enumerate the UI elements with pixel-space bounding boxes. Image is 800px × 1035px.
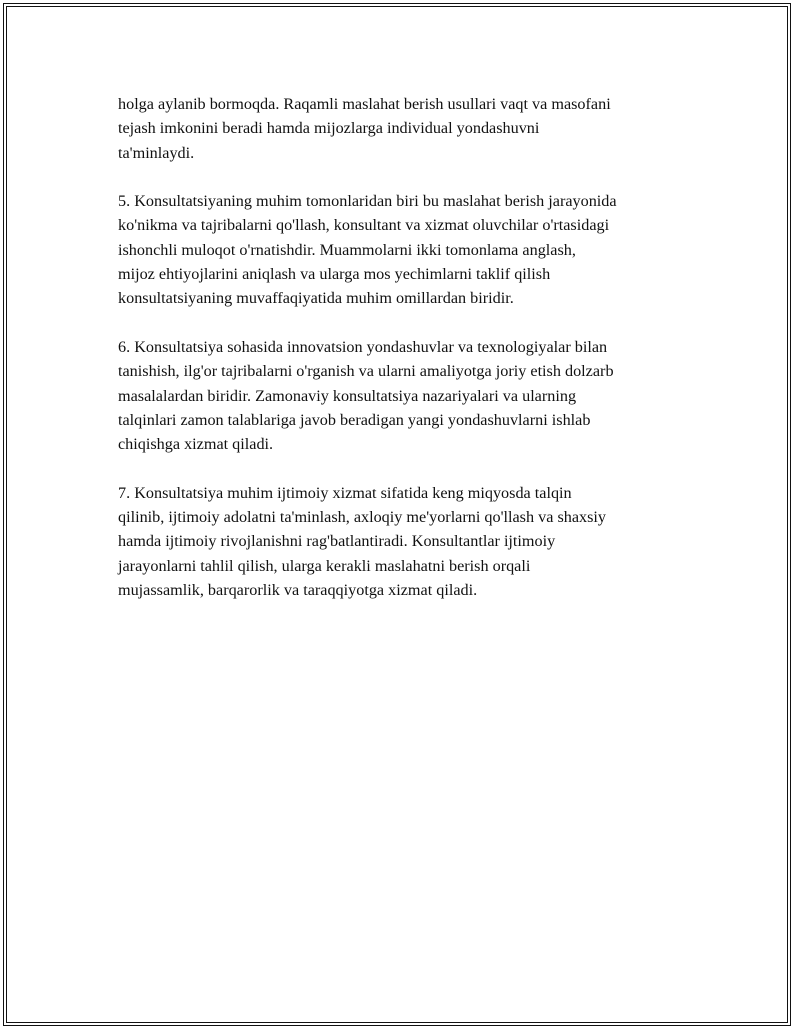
paragraph-item-5 — [118, 189, 698, 310]
text-line: masalalardan biridir. Zamonaviy konsultatsiya nazariyalari va ularning — [118, 386, 577, 405]
text-line: qilinib, ijtimoiy adolatni ta'minlash, axloqiy me'yorlarni qo'llash va shaxsiy — [118, 508, 607, 527]
text-line: tejash imkonini beradi hamda mijozlarga individual yondashuvni — [118, 119, 540, 138]
paragraph-item-6 — [118, 335, 698, 456]
text-line: tanishish, ilg'or tajribalarni o'rganish va ularni amaliyotga joriy etish dolzarb — [118, 362, 614, 381]
text-line: mujassamlik, barqarorlik va taraqqiyotga xizmat qiladi. — [118, 580, 478, 599]
text-line: 7. Konsultatsiya muhim ijtimoiy xizmat sifatida keng miqyosda talqin — [118, 483, 572, 502]
text-line: ta'minlaydi. — [118, 143, 195, 162]
text-line: konsultatsiyaning muvaffaqiyatida muhim omillardan biridir. — [118, 289, 514, 308]
text-line: 5. Konsultatsiyaning muhim tomonlaridan biri bu maslahat berish jarayonida — [118, 192, 617, 211]
paragraph-item-7 — [118, 481, 698, 602]
text-line: 6. Konsultatsiya sohasida innovatsion yondashuvlar va texnologiyalar bilan — [118, 337, 608, 356]
text-line: mijoz ehtiyojlarini aniqlash va ularga mos yechimlarni taklif qilish — [118, 265, 551, 284]
document-body — [118, 92, 698, 627]
paragraph-intro-continuation — [118, 92, 698, 165]
text-line: hamda ijtimoiy rivojlanishni rag'batlantiradi. Konsultantlar ijtimoiy — [118, 532, 556, 551]
text-line: jarayonlarni tahlil qilish, ularga kerakli maslahatni berish orqali — [118, 556, 531, 575]
text-line: talqinlari zamon talablariga javob beradigan yangi yondashuvlarni ishlab — [118, 410, 591, 429]
text-line: ishonchli muloqot o'rnatishdir. Muammolarni ikki tomonlama anglash, — [118, 240, 576, 259]
text-line: chiqishga xizmat qiladi. — [118, 435, 274, 454]
text-line: holga aylanib bormoqda. Raqamli maslahat berish usullari vaqt va masofani — [118, 95, 611, 113]
text-line: ko'nikma va tajribalarni qo'llash, konsultant va xizmat oluvchilar o'rtasidagi — [118, 216, 610, 235]
